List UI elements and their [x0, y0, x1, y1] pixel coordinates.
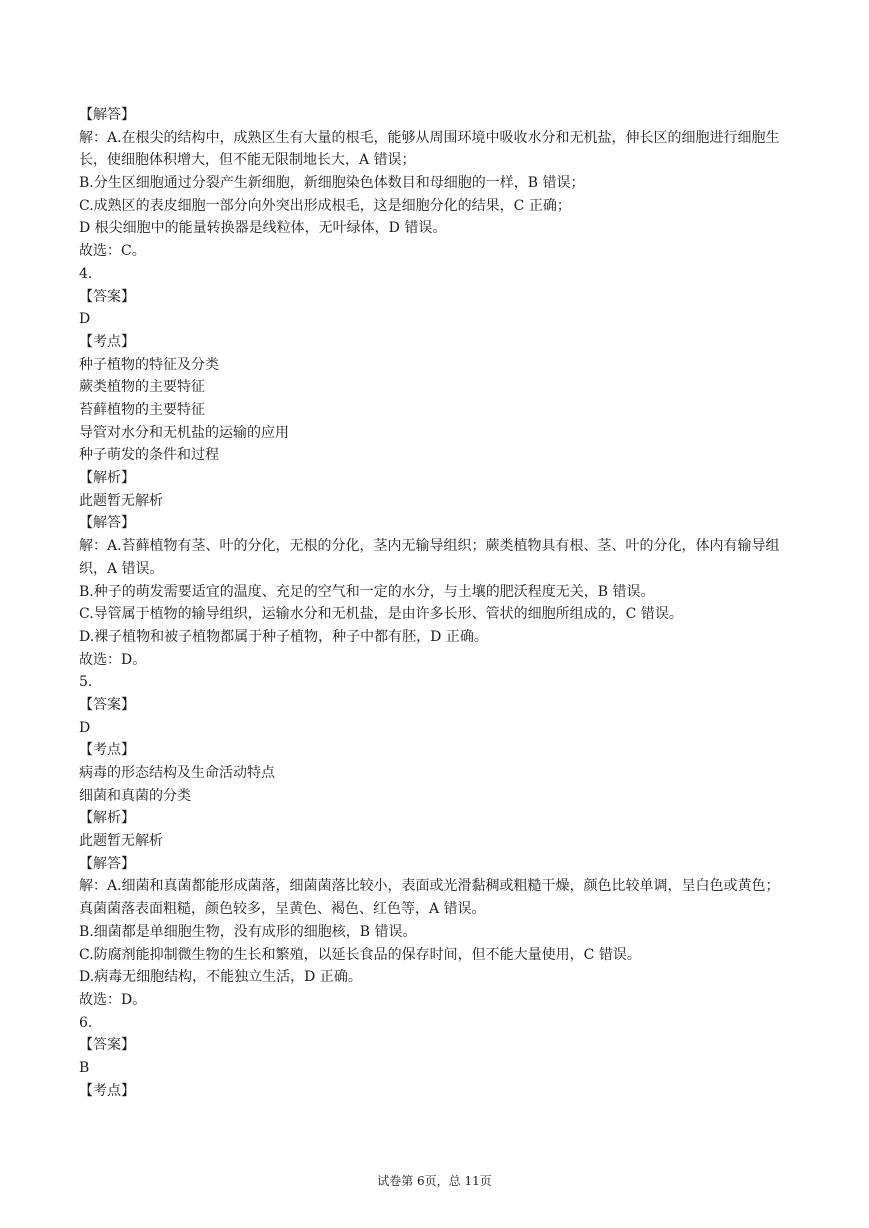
- paragraph-line: D.裸子植物和被子植物都属于种子植物，种子中都有胚，D 正确。: [79, 628, 488, 645]
- section-heading-analysis: 【解析】: [79, 810, 135, 827]
- choice-conclusion: 故选：D。: [79, 651, 147, 668]
- paragraph-line: 解：A.细菌和真菌都能形成菌落，细菌菌落比较小，表面或光滑黏稠或粗糙干燥，颜色比较单调，呈白色或黄色；真菌菌落表面粗糙，颜色较多，呈黄色、褐色、红色等，A 错误。: [79, 878, 780, 918]
- choice-conclusion: 故选：D。: [79, 991, 147, 1008]
- section-heading-answer: 【答案】: [79, 696, 135, 713]
- section-heading-knowledge-point: 【考点】: [79, 333, 135, 350]
- knowledge-point: 细菌和真菌的分类: [79, 787, 191, 804]
- question-number: 5.: [79, 674, 93, 691]
- question-number: 4.: [79, 265, 93, 282]
- section-heading-answer: 【答案】: [79, 1037, 135, 1054]
- document-body: [79, 104, 791, 1102]
- section-heading-knowledge-point: 【考点】: [79, 1082, 135, 1099]
- section-heading-analysis: 【解析】: [79, 470, 135, 487]
- paragraph-line: B.种子的萌发需要适宜的温度、充足的空气和一定的水分，与土壤的肥沃程度无关，B 错误。: [79, 583, 655, 600]
- answer-value: D: [79, 311, 91, 328]
- section-heading-solution: 【解答】: [79, 855, 135, 872]
- question-number: 6.: [79, 1014, 93, 1031]
- paragraph-line: B.细菌都是单细胞生物，没有成形的细胞核，B 错误。: [79, 923, 417, 940]
- section-heading-solution: 【解答】: [79, 515, 135, 532]
- paragraph-line: C.导管属于植物的输导组织，运输水分和无机盐，是由许多长形、管状的细胞所组成的，C 错误。: [79, 606, 683, 623]
- analysis-text: 此题暂无解析: [79, 833, 163, 850]
- paragraph-line: 解：A.在根尖的结构中，成熟区生有大量的根毛，能够从周围环境中吸收水分和无机盐，伸长区的细胞进行细胞生长，使细胞体积增大，但不能无限制地长大，A 错误；: [79, 129, 780, 169]
- page-footer: 试卷第 6页，总 11页: [377, 1174, 492, 1188]
- paragraph-line: D 根尖细胞中的能量转换器是线粒体，无叶绿体，D 错误。: [79, 220, 447, 237]
- paragraph-line: B.分生区细胞通过分裂产生新细胞，新细胞染色体数目和母细胞的一样，B 错误；: [79, 175, 585, 192]
- analysis-text: 此题暂无解析: [79, 492, 163, 509]
- paragraph-line: D.病毒无细胞结构，不能独立生活，D 正确。: [79, 969, 362, 986]
- paragraph-line: C.成熟区的表皮细胞一部分向外突出形成根毛，这是细胞分化的结果，C 正确；: [79, 197, 571, 214]
- paragraph-line: 解：A.苔藓植物有茎、叶的分化，无根的分化，茎内无输导组织；蕨类植物具有根、茎、叶的分化，体内有输导组织，A 错误。: [79, 538, 780, 577]
- knowledge-point: 种子萌发的条件和过程: [79, 447, 219, 464]
- knowledge-point: 种子植物的特征及分类: [79, 356, 219, 373]
- knowledge-point: 蕨类植物的主要特征: [79, 379, 205, 396]
- answer-value: D: [79, 719, 91, 736]
- knowledge-point: 导管对水分和无机盐的运输的应用: [79, 424, 289, 441]
- knowledge-point: 苔藓植物的主要特征: [79, 401, 205, 418]
- answer-value: B: [79, 1059, 90, 1076]
- section-heading-solution: 【解答】: [79, 107, 135, 123]
- paragraph-line: C.防腐剂能抑制微生物的生长和繁殖，以延长食品的保存时间，但不能大量使用，C 错误。: [79, 946, 641, 963]
- choice-conclusion: 故选：C。: [79, 243, 146, 260]
- knowledge-point: 病毒的形态结构及生命活动特点: [79, 765, 275, 781]
- section-heading-knowledge-point: 【考点】: [79, 742, 135, 759]
- section-heading-answer: 【答案】: [79, 288, 135, 305]
